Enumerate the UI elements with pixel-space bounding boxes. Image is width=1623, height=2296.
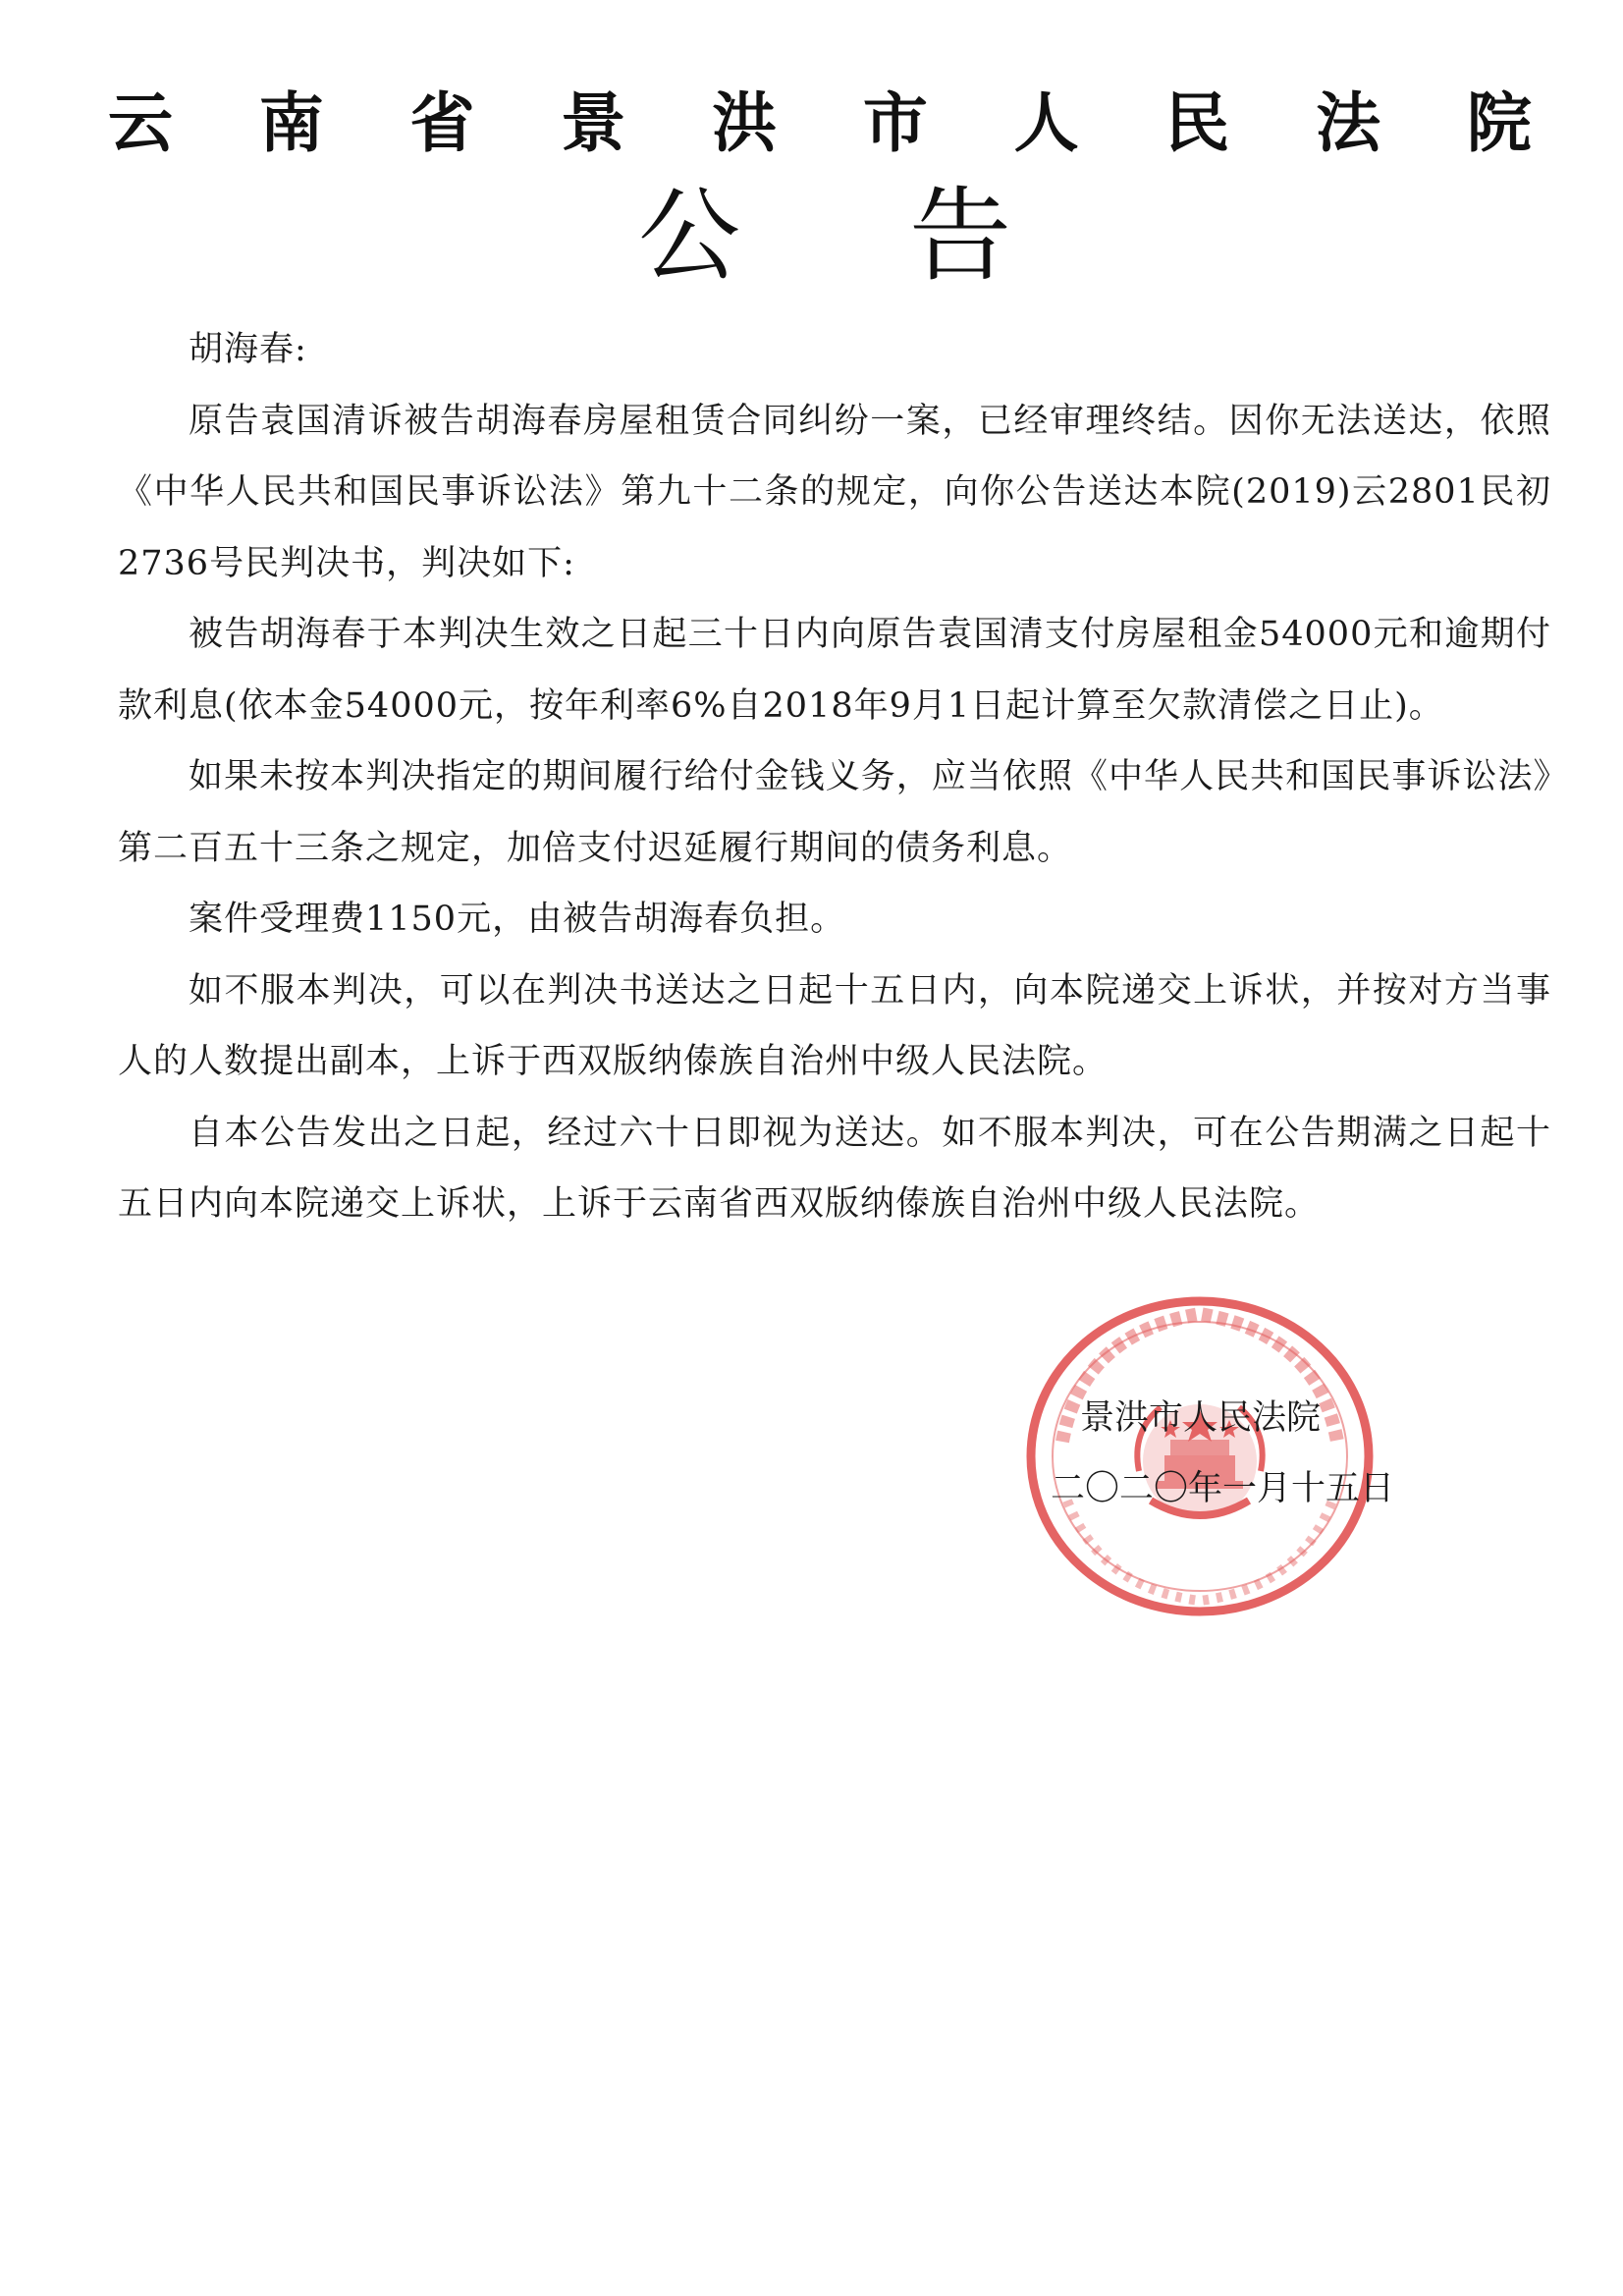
- paragraph-judgment: 被告胡海春于本判决生效之日起三十日内向原告袁国清支付房屋租金54000元和逾期付款利息(依本金54000元，按年利率6%自2018年9月1日起计算至欠款清偿之日止)。: [118, 615, 1551, 726]
- paragraph-case-fee: 案件受理费1150元，由被告胡海春负担。: [189, 900, 846, 939]
- paragraph-delay-interest: 如果未按本判决指定的期间履行给付金钱义务，应当依照《中华人民共和国民事诉讼法》第二百五十三条之规定，加倍支付迟延履行期间的债务利息。: [118, 757, 1551, 868]
- court-name-char: 洪: [712, 84, 778, 161]
- paragraph-case-summary: 原告袁国清诉被告胡海春房屋租赁合同纠纷一案，已经审理终结。因你无法送达，依照《中华人民共和国民事诉讼法》第九十二条的规定，向你公告送达本院(2019)云2801民初2736号民判决书，判决如下:: [118, 401, 1551, 583]
- signature-court: 景洪市人民法院: [1080, 1398, 1322, 1438]
- court-name-char: 省: [409, 84, 475, 161]
- title-char: 公: [638, 176, 741, 296]
- court-name-char: 法: [1316, 84, 1381, 161]
- court-name-char: 景: [561, 84, 626, 161]
- court-name-char: 院: [1466, 84, 1532, 161]
- paragraph-appeal: 如不服本判决，可以在判决书送达之日起十五日内，向本院递交上诉状，并按对方当事人的人数提出副本，上诉于西双版纳傣族自治州中级人民法院。: [118, 970, 1551, 1081]
- court-name-heading: [108, 83, 1532, 162]
- notice-body: [118, 314, 1551, 1240]
- document-title: [638, 177, 1011, 295]
- court-name-char: 云: [108, 84, 173, 161]
- addressee: 胡海春:: [189, 330, 307, 369]
- court-name-char: 市: [862, 84, 928, 161]
- title-char: 告: [908, 176, 1011, 296]
- signature-date: 二〇二〇年一月十五日: [1051, 1469, 1395, 1508]
- paragraph-service-period: 自本公告发出之日起，经过六十日即视为送达。如不服本判决，可在公告期满之日起十五日内向本院递交上诉状，上诉于云南省西双版纳傣族自治州中级人民法院。: [118, 1113, 1551, 1224]
- court-name-char: 人: [1013, 84, 1079, 161]
- court-name-char: 南: [258, 84, 324, 161]
- court-name-char: 民: [1164, 84, 1230, 161]
